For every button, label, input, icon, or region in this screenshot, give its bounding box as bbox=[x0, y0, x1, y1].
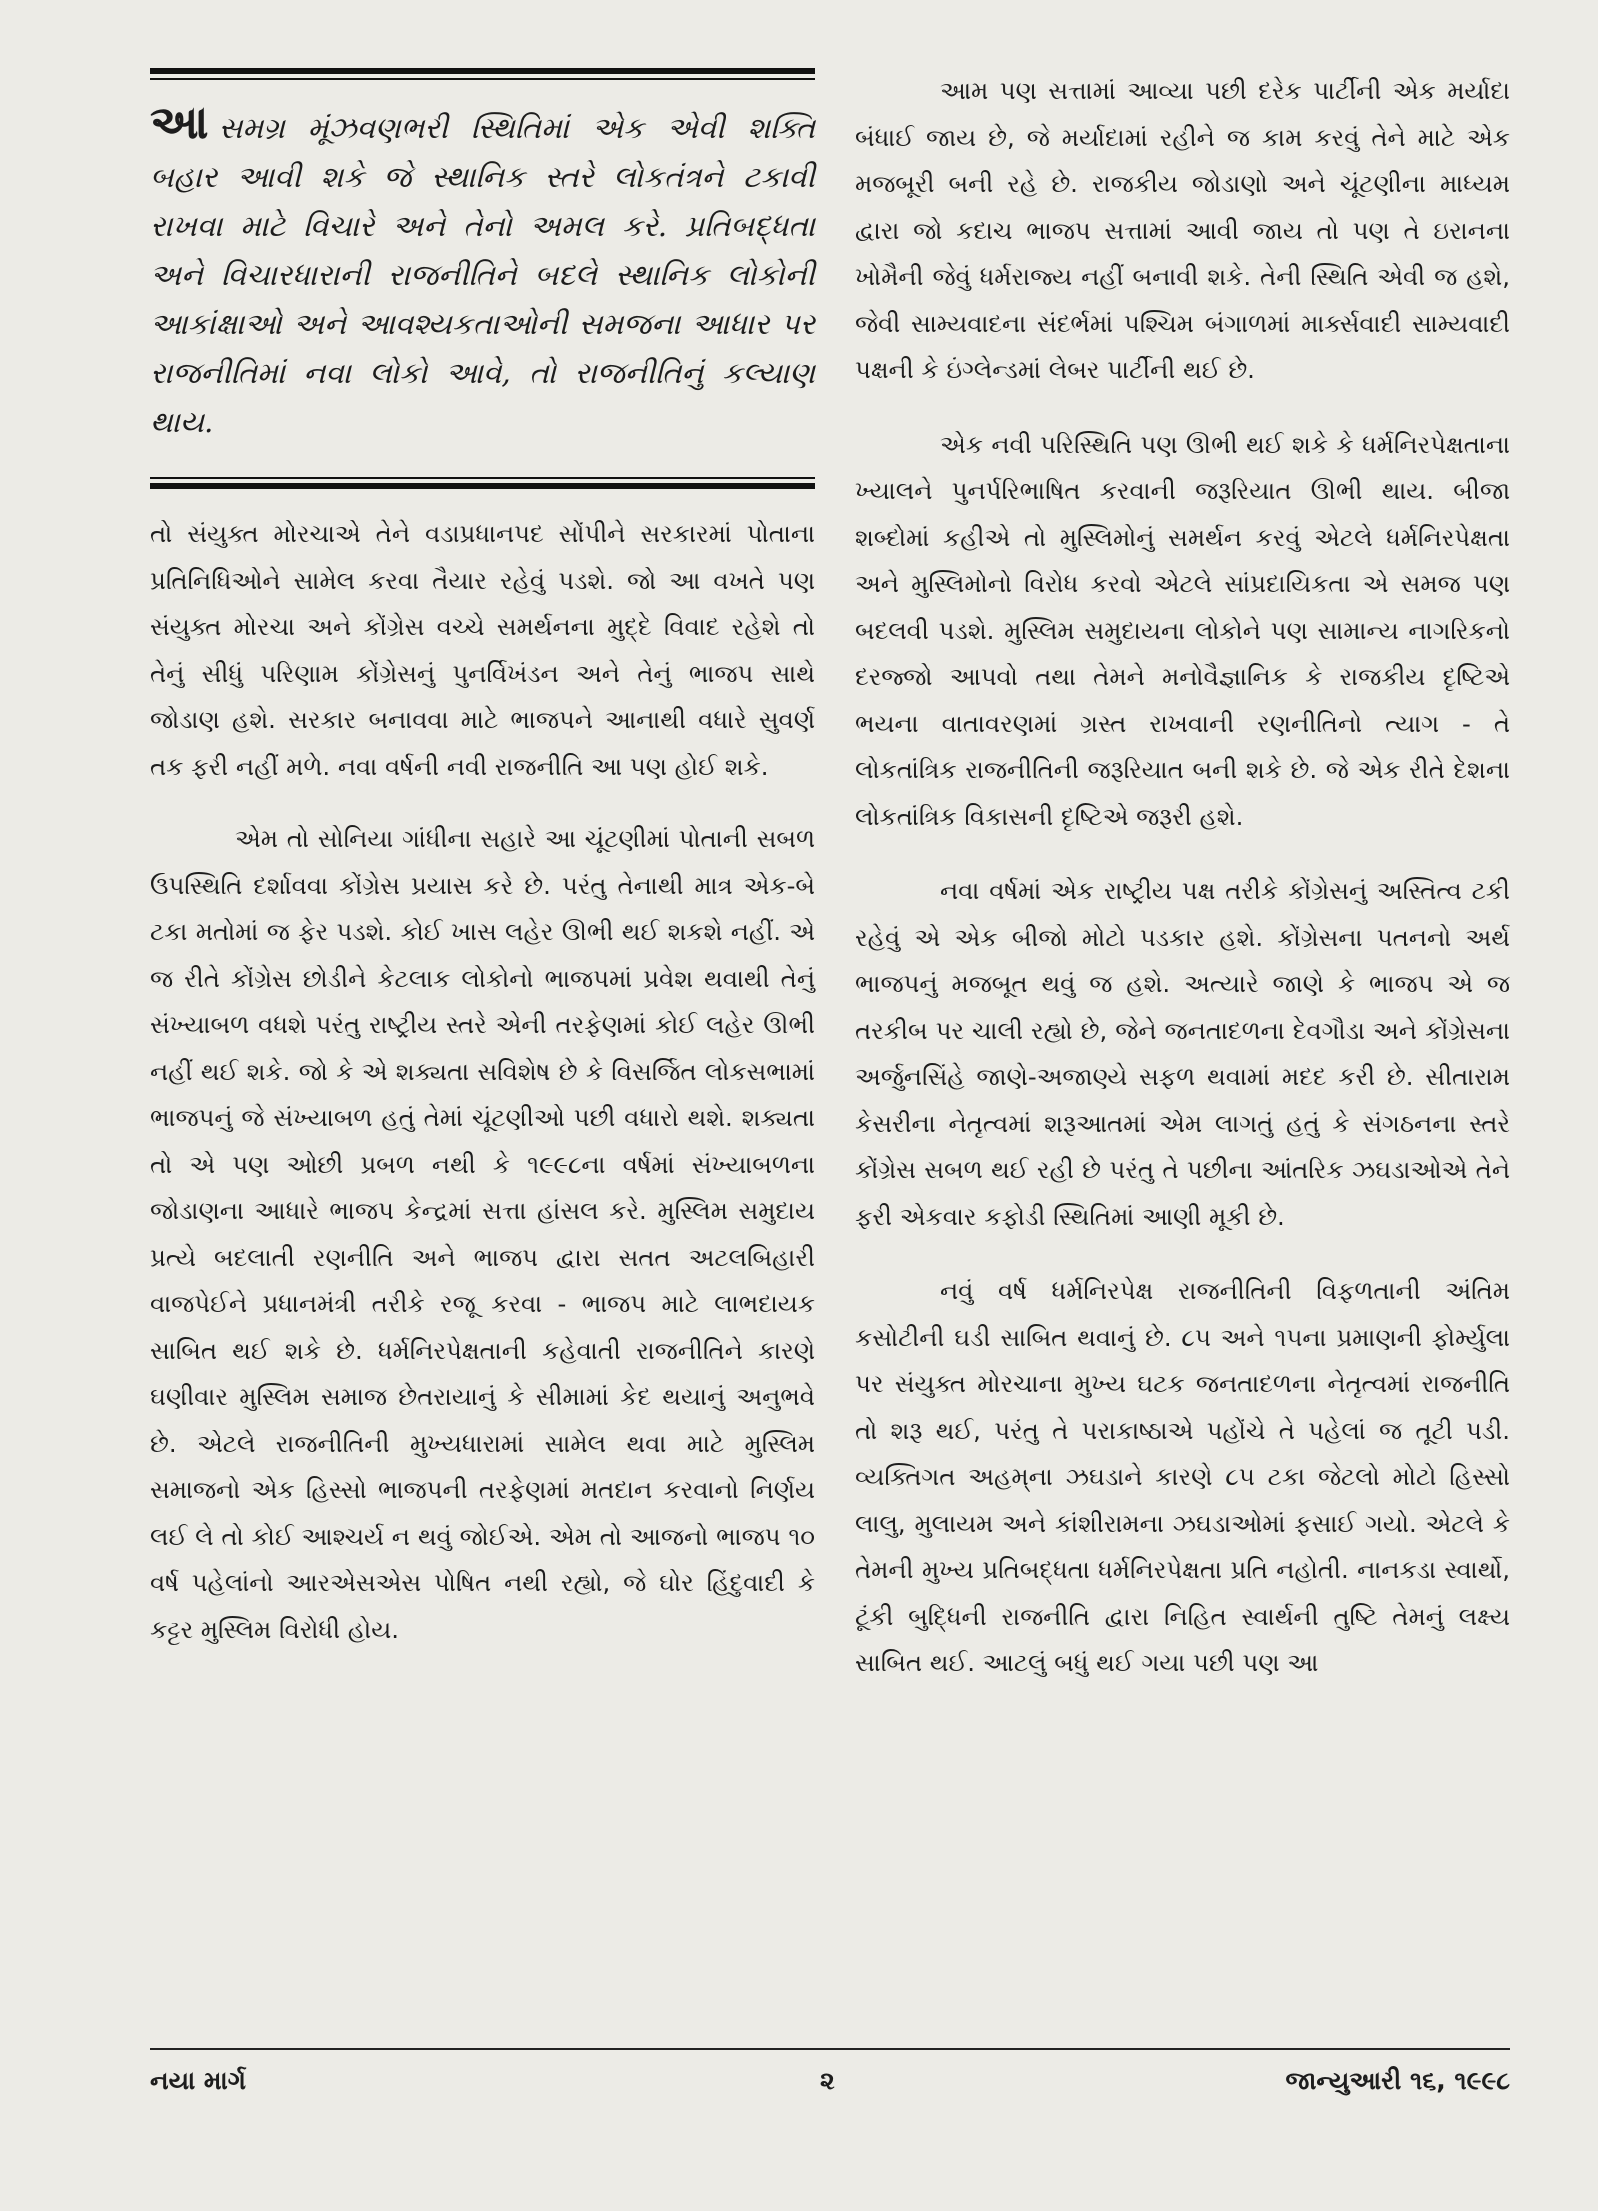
footer-publication-name: નયા માર્ગ bbox=[150, 2066, 246, 2095]
right-paragraph-1: આમ પણ સત્તામાં આવ્યા પછી દરેક પાર્ટીની એક મર્યાદા બંધાઈ જાય છે, જે મર્યાદામાં રહીને જ કામ કરવું તેને માટે એક મજબૂરી બની રહે છે. રાજકીય જોડાણો અને ચૂંટણીના માધ્યમ દ્વારા જો કદાચ ભાજપ સત્તામાં આવી જાય તો પણ તે ઇરાનના ખોમૈની જેવું ધર્મરાજ્ય નહીં બનાવી શકે. તેની સ્થિતિ એવી જ હશે, જેવી સામ્યવાદના સંદર્ભમાં પશ્ચિમ બંગાળમાં માર્ક્સવાદી સામ્યવાદી પક્ષની કે ઇંગ્લેન્ડમાં લેબર પાર્ટીની થઈ છે. bbox=[855, 76, 1510, 384]
left-paragraph-1: તો સંયુક્ત મોરચાએ તેને વડાપ્રધાનપદ સોંપીને સરકારમાં પોતાના પ્રતિનિધિઓને સામેલ કરવા તૈયાર રહેવું પડશે. જો આ વખતે પણ સંયુક્ત મોરચા અને કોંગ્રેસ વચ્ચે સમર્થનના મુદ્દે વિવાદ રહેશે તો તેનું સીધું પરિણામ કોંગ્રેસનું પુનર્વિખંડન અને તેનું ભાજપ સાથે જોડાણ હશે. સરકાર બનાવવા માટે ભાજપને આનાથી વધારે સુવર્ણ તક ફરી નહીં મળે. નવા વર્ષની નવી રાજનીતિ આ પણ હોઈ શકે. bbox=[150, 519, 815, 781]
pull-quote-top-rule bbox=[150, 68, 815, 74]
footer-page-number: ૨ bbox=[820, 2066, 835, 2095]
footer-rule bbox=[150, 2048, 1510, 2050]
pull-quote-dropcap: આ bbox=[150, 95, 209, 149]
pull-quote bbox=[150, 80, 815, 447]
right-paragraph-3: નવા વર્ષમાં એક રાષ્ટ્રીય પક્ષ તરીકે કોંગ્રેસનું અસ્તિત્વ ટકી રહેવું એ એક બીજો મોટો પડકાર હશે. કોંગ્રેસના પતનનો અર્થ ભાજપનું મજબૂત થવું જ હશે. અત્યારે જાણે કે ભાજપ એ જ તરકીબ પર ચાલી રહ્યો છે, જેને જનતાદળના દેવગૌડા અને કોંગ્રેસના અર્જુનસિંહે જાણે-અજાણ્યે સફળ થવામાં મદદ કરી છે. સીતારામ કેસરીના નેતૃત્વમાં શરૂઆતમાં એમ લાગતું હતું કે સંગઠનના સ્તરે કોંગ્રેસ સબળ થઈ રહી છે પરંતુ તે પછીના આંતરિક ઝઘડાઓએ તેને ફરી એકવાર કફોડી સ્થિતિમાં આણી મૂકી છે. bbox=[855, 876, 1510, 1231]
right-paragraph-2: એક નવી પરિસ્થિતિ પણ ઊભી થઈ શકે કે ધર્મનિરપેક્ષતાના ખ્યાલને પુનર્પરિભાષિત કરવાની જરૂરિયાત ઊભી થાય. બીજા શબ્દોમાં કહીએ તો મુસ્લિમોનું સમર્થન કરવું એટલે ધર્મનિરપેક્ષતા અને મુસ્લિમોનો વિરોધ કરવો એટલે સાંપ્રદાયિકતા એ સમજ પણ બદલવી પડશે. મુસ્લિમ સમુદાયના લોકોને પણ સામાન્ય નાગરિકનો દરજ્જો આપવો તથા તેમને મનોવૈજ્ઞાનિક કે રાજકીય દૃષ્ટિએ ભયના વાતાવરણમાં ગ્રસ્ત રાખવાની રણનીતિનો ત્યાગ - તે લોકતાંત્રિક રાજનીતિની જરૂરિયાત બની શકે છે. જે એક રીતે દેશના લોકતાંત્રિક વિકાસની દૃષ્ટિએ જરૂરી હશે. bbox=[855, 429, 1510, 831]
left-column bbox=[150, 68, 815, 1653]
right-column bbox=[855, 68, 1510, 1687]
pull-quote-bottom-thin-rule bbox=[150, 477, 815, 479]
pull-quote-text: સમગ્ર મૂંઝવણભરી સ્થિતિમાં એક એવી શક્તિ બહાર આવી શકે જે સ્થાનિક સ્તરે લોકતંત્રને ટકાવી રાખવા માટે વિચારે અને તેનો અમલ કરે. પ્રતિબદ્ધતા અને વિચારધારાની રાજનીતિને બદલે સ્થાનિક લોકોની આકાંક્ષાઓ અને આવશ્યકતાઓની સમજના આધાર પર રાજનીતિમાં નવા લોકો આવે, તો રાજનીતિનું કલ્યાણ થાય. bbox=[150, 111, 815, 439]
footer-date: જાન્યુઆરી ૧૬, ૧૯૯૮ bbox=[1285, 2066, 1510, 2095]
right-paragraph-4: નવું વર્ષ ધર્મનિરપેક્ષ રાજનીતિની વિફળતાની અંતિમ કસોટીની ઘડી સાબિત થવાનું છે. ૮૫ અને ૧૫ના પ્રમાણની ફોર્મ્યુલા પર સંયુક્ત મોરચાના મુખ્ય ઘટક જનતાદળના નેતૃત્વમાં રાજનીતિ તો શરૂ થઈ, પરંતુ તે પરાકાષ્ઠાએ પહોંચે તે પહેલાં જ તૂટી પડી. વ્યક્તિગત અહમ્‌ના ઝઘડાને કારણે ૮૫ ટકા જેટલો મોટો હિસ્સો લાલુ, મુલાયમ અને કાંશીરામના ઝઘડાઓમાં ફસાઈ ગયો. એટલે કે તેમની મુખ્ય પ્રતિબદ્ધતા ધર્મનિરપેક્ષતા પ્રતિ નહોતી. નાનકડા સ્વાર્થો, ટૂંકી બુદ્ધિની રાજનીતિ દ્વારા નિહિત સ્વાર્થની તુષ્ટિ તેમનું લક્ષ્ય સાબિત થઈ. આટલું બધું થઈ ગયા પછી પણ આ bbox=[855, 1276, 1510, 1677]
pull-quote-bottom-rule bbox=[150, 483, 815, 489]
left-paragraph-2: એમ તો સોનિયા ગાંધીના સહારે આ ચૂંટણીમાં પોતાની સબળ ઉપસ્થિતિ દર્શાવવા કોંગ્રેસ પ્રયાસ કરે છે. પરંતુ તેનાથી માત્ર એક-બે ટકા મતોમાં જ ફેર પડશે. કોઈ ખાસ લહેર ઊભી થઈ શકશે નહીં. એ જ રીતે કોંગ્રેસ છોડીને કેટલાક લોકોનો ભાજપમાં પ્રવેશ થવાથી તેનું સંખ્યાબળ વધશે પરંતુ રાષ્ટ્રીય સ્તરે એની તરફેણમાં કોઈ લહેર ઊભી નહીં થઈ શકે. જો કે એ શક્યતા સવિશેષ છે કે વિસર્જિત લોકસભામાં ભાજપનું જે સંખ્યાબળ હતું તેમાં ચૂંટણીઓ પછી વધારો થશે. શક્યતા તો એ પણ ઓછી પ્રબળ નથી કે ૧૯૯૮ના વર્ષમાં સંખ્યાબળના જોડાણના આધારે ભાજપ કેન્દ્રમાં સત્તા હાંસલ કરે. મુસ્લિમ સમુદાય પ્રત્યે બદલાતી રણનીતિ અને ભાજપ દ્વારા સતત અટલબિહારી વાજપેઈને પ્રધાનમંત્રી તરીકે રજૂ કરવા - ભાજપ માટે લાભદાયક સાબિત થઈ શકે છે. ધર્મનિરપેક્ષતાની કહેવાતી રાજનીતિને કારણે ઘણીવાર મુસ્લિમ સમાજ છેતરાયાનું કે સીમામાં કેદ થયાનું અનુભવે છે. એટલે રાજનીતિની મુખ્યધારામાં સામેલ થવા માટે મુસ્લિમ સમાજનો એક હિસ્સો ભાજપની તરફેણમાં મતદાન કરવાનો નિર્ણય લઈ લે તો કોઈ આશ્ચર્ય ન થવું જોઈએ. એમ તો આજનો ભાજપ ૧૦ વર્ષ પહેલાંનો આરએસએસ પોષિત નથી રહ્યો, જે ઘોર હિંદુવાદી કે કટ્ટર મુસ્લિમ વિરોધી હોય. bbox=[150, 824, 815, 1644]
